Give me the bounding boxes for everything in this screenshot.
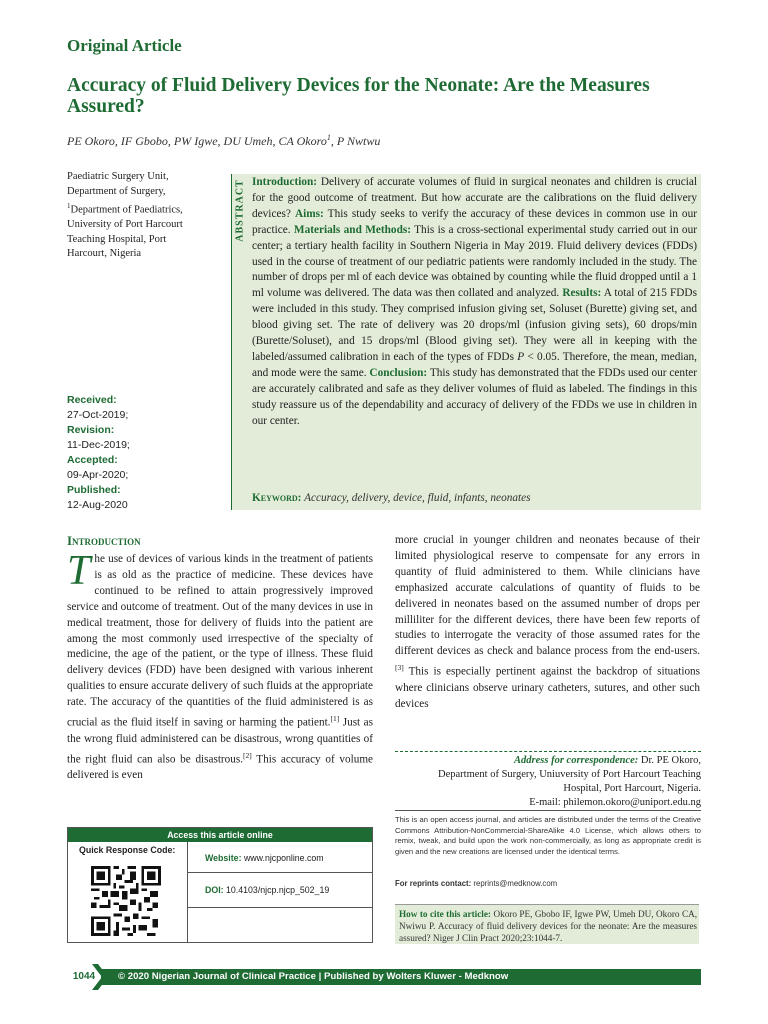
intro-text: Just as the wrong fluid administered can be disastrous, wrong quantities of the right fluid can also be disastrous. bbox=[67, 716, 373, 766]
reprints-email[interactable]: reprints@medknow.com bbox=[471, 879, 558, 888]
correspondence-block bbox=[395, 754, 701, 810]
authors-affiliation-sup: 1 bbox=[326, 133, 331, 142]
how-to-cite-box bbox=[395, 904, 699, 944]
accepted-label: Accepted: bbox=[67, 454, 118, 466]
abstract-conclusion-text: This study has demonstrated that the FDDs used our center are accurately calibrated and safe as they deliver volumes of fluid as labeled. The findings in this study reassure us of the dependability and accuracy of delivery of the FDDs we use in children in our center. bbox=[252, 366, 697, 427]
correspondence-divider bbox=[395, 751, 701, 752]
abstract-introduction-heading: Introduction: bbox=[252, 176, 318, 188]
introduction-column-2 bbox=[395, 533, 700, 713]
correspondence-line bbox=[395, 754, 701, 768]
revision-date: 11-Dec-2019; bbox=[67, 439, 130, 451]
published-date: 12-Aug-2020 bbox=[67, 499, 128, 511]
correspondence-name: Dr. PE Okoro, bbox=[638, 755, 701, 766]
access-online-header: Access this article online bbox=[68, 828, 372, 842]
keywords bbox=[252, 492, 697, 504]
website-label: Website: bbox=[205, 853, 242, 863]
intro-text: more crucial in younger children and neonates because of their limited physiological reserve to compensate for any errors in quantity of fluid administered to them. While clinicians have emphasized accurate calculations of quantity of fluids to be delivered in neonates based on the assumed number of drops per milliliter for the different devices, there have been few reports of studies to interrogate the veracity of those assumed rates for the different devices as check and balance process from the end-users. bbox=[395, 534, 700, 658]
published-label: Published: bbox=[67, 484, 121, 496]
reprints-label: For reprints contact: bbox=[395, 879, 472, 888]
intro-text: This accuracy of volume delivered is even bbox=[67, 753, 373, 782]
how-to-cite-text: Okoro PE, Gbobo IF, Igwe PW, Umeh DU, Okoro CA, Nwiwu P. Accuracy of fluid delivery devices for the neonate: Are the measures assured? Niger J Clin Pract 2020;23:1044-7. bbox=[399, 909, 697, 943]
introduction-heading: Introduction bbox=[67, 533, 141, 548]
abstract-vertical-text: ABSTRACT bbox=[234, 178, 246, 242]
correspondence-email[interactable]: E-mail: philemon.okoro@uniport.edu.ng bbox=[529, 797, 701, 808]
how-to-cite-heading: How to cite this article: bbox=[399, 909, 491, 919]
introduction-column-1 bbox=[67, 548, 373, 784]
qr-code-image[interactable] bbox=[91, 866, 161, 936]
authors-part-1: PE Okoro, IF Gbobo, PW Igwe, DU Umeh, CA Okoro bbox=[67, 134, 327, 148]
keywords-list: Accuracy, delivery, device, fluid, infants, neonates bbox=[301, 492, 531, 504]
authors-part-2: , P Nwtwu bbox=[330, 134, 381, 148]
qr-code-label: Quick Response Code: bbox=[79, 845, 176, 855]
revision-label: Revision: bbox=[67, 424, 115, 436]
abstract-results-heading: Results: bbox=[562, 287, 602, 300]
drop-cap: T bbox=[67, 548, 91, 594]
affiliation-line: Harcourt, Nigeria bbox=[67, 248, 142, 259]
doi-label: DOI: bbox=[205, 885, 224, 895]
doi-link[interactable] bbox=[205, 885, 329, 895]
correspondence-line: Department of Surgery, Uniuversity of Port Harcourt Teaching bbox=[438, 769, 701, 780]
received-label: Received: bbox=[67, 394, 117, 406]
affiliation-line: University of Port Harcourt bbox=[67, 219, 183, 230]
page-number: 1044 bbox=[67, 969, 101, 985]
doi-value[interactable]: 10.4103/njcp.njcp_502_19 bbox=[223, 885, 330, 895]
author-list bbox=[67, 133, 380, 149]
keywords-heading: Keyword: bbox=[252, 492, 302, 504]
abstract-aims-text: This study seeks to verify the accuracy of these devices in common use in our practice. bbox=[252, 207, 697, 236]
affiliation-line: Department of Surgery, bbox=[67, 185, 166, 197]
abstract-vertical-label bbox=[231, 174, 249, 246]
access-box-divider bbox=[187, 842, 188, 943]
abstract-methods-heading: Materials and Methods: bbox=[293, 223, 412, 236]
abstract-aims-heading: Aims: bbox=[294, 207, 324, 220]
affiliation bbox=[67, 170, 232, 262]
affiliation-line: Teaching Hospital, Port bbox=[67, 233, 167, 245]
received-date: 27-Oct-2019; bbox=[67, 409, 129, 421]
article-title: Accuracy of Fluid Delivery Devices for the Neonate: Are the Measures Assured? bbox=[67, 75, 650, 117]
intro-text: This is especially pertinent against the backdrop of situations where clinicians observe urinary catheters, sutures, and other such devices bbox=[395, 665, 700, 710]
intro-text: he use of devices of various kinds in the treatment of patients is as old as the practice of medicine. These devices have continued to be refined to attain progressively improved service and outcome of treatment. Out of the many devices in use in medical treatment, those for delivery of fluids into the patient are among the most commonly used irrespective of the specialty of medicine, the age of the patient, or the type of illness. These fluid delivery devices (FDD) have been designed with various inherent qualities to ensure accurate delivery of such fluids at the appropriate rate. The accuracy of the quantities of the fluid administered is as crucial as the fluid itself in saving or harming the patient. bbox=[67, 553, 373, 729]
abstract-methods-text: This is a cross-sectional experimental study carried out in our center; a tertiary health facility in Southern Nigeria in May 2019. Fluid delivery devices (FDDs) used in the course of treatment of our pediatric patients were randomly included in the study. The number of drops per ml of each device was obtained by counting while the fluid dropped until a 1 ml volume was delivered. The data was then collated and analyzed. bbox=[252, 223, 697, 300]
abstract-results-text: A total of 215 FDDs were included in this study. They comprised infusion giving set, Soluset (Burette) giving set, and blood giving set. The rate of delivery was 20 drops/ml (infusion giving sets), 60 drops/min (Burette/Soluset), and 15 drops/ml (Blood giving set). They were all in keeping with the labeled/assumed calibration in each of the types of FDDs bbox=[252, 287, 697, 363]
access-box-divider bbox=[187, 872, 372, 873]
website-link[interactable] bbox=[205, 853, 324, 863]
abstract-p-symbol: P bbox=[517, 350, 525, 363]
reprints-contact bbox=[395, 879, 557, 888]
license-text: This is an open access journal, and articles are distributed under the terms of the Creative Commons Attribution-NonCommercial-ShareAlike 4.0 License, which allows others to remix, tweak, and build upon the work non-commercially, as long as appropriate credit is given and the new creations are licensed under the identical terms. bbox=[395, 815, 701, 856]
correspondence-line: Hospital, Port Harcourt, Nigeria. bbox=[563, 783, 701, 794]
article-dates bbox=[67, 393, 217, 513]
citation-ref: [1] bbox=[330, 714, 340, 724]
affiliation-line: Paediatric Surgery Unit, bbox=[67, 171, 169, 182]
affiliation-line-text: Department of Paediatrics, bbox=[70, 204, 183, 216]
license-divider bbox=[395, 810, 701, 811]
access-box-divider bbox=[187, 907, 372, 908]
abstract-results-text-2: < 0.05. Therefore, the mean, median, and mode were the same. bbox=[252, 350, 697, 379]
citation-ref: [3] bbox=[395, 663, 404, 673]
citation-ref: [2] bbox=[243, 750, 252, 760]
abstract-introduction-text: Delivery of accurate volumes of fluid in surgical neonates and children is crucial for the good outcome of treatment. But how accurate are the calibrations on the fluid delivery devices? bbox=[252, 176, 697, 220]
chevron-right-icon bbox=[92, 964, 108, 990]
accepted-date: 09-Apr-2020; bbox=[67, 469, 129, 481]
abstract-conclusion-heading: Conclusion: bbox=[369, 366, 428, 379]
website-url[interactable]: www.njcponline.com bbox=[241, 853, 324, 863]
affiliation-sup: 1 bbox=[67, 202, 71, 210]
section-label: Original Article bbox=[67, 36, 182, 55]
footer-copyright: © 2020 Nigerian Journal of Clinical Practice | Published by Wolters Kluwer - Medknow bbox=[118, 971, 509, 982]
correspondence-heading: Address for correspondence: bbox=[514, 755, 639, 766]
abstract-body bbox=[252, 175, 697, 430]
affiliation-line bbox=[67, 199, 232, 218]
